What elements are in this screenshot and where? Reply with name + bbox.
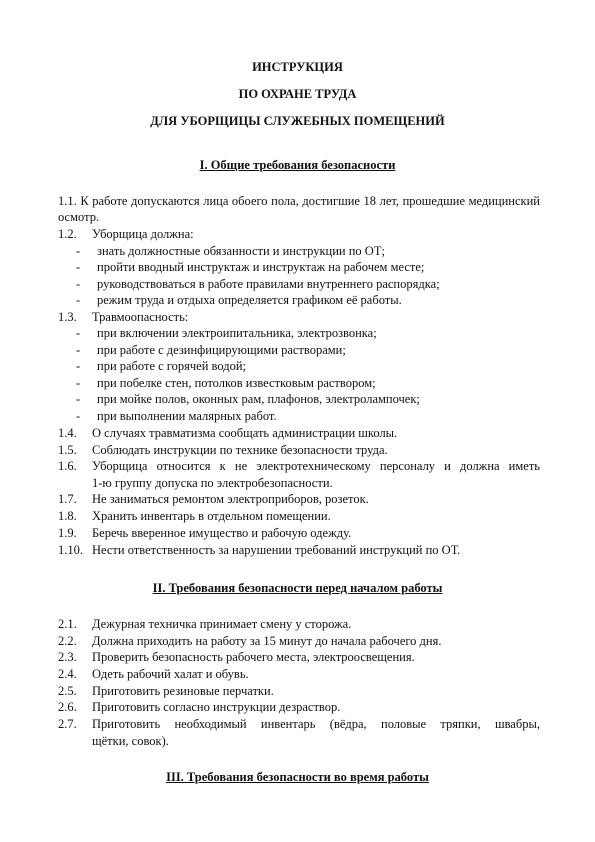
dash-mark: -: [76, 376, 81, 390]
item-number: 1.2.: [58, 227, 77, 241]
item-text: Одеть рабочий халат и обувь.: [92, 667, 249, 681]
document-title-line-2: ПО ОХРАНЕ ТРУДА: [238, 87, 357, 101]
bullet-text: пройти вводный инструктаж и инструктаж на рабочем месте;: [97, 260, 425, 274]
item-text: Нести ответственность за нарушении требований инструкций по ОТ.: [92, 543, 461, 557]
item-number: 2.4.: [58, 667, 77, 681]
bullet-text: руководствоваться в работе правилами внутреннего распорядка;: [97, 277, 440, 291]
item-number: 2.7.: [58, 717, 77, 731]
item-1-6-continuation: 1-ю группу допуска по электробезопасности.: [92, 476, 333, 490]
dash-mark: -: [76, 409, 81, 423]
section-2-heading: II. Требования безопасности перед началом работы: [152, 581, 443, 595]
item-number: 1.10.: [58, 543, 83, 557]
item-1-1: 1.1. К работе допускаются лица обоего пола, достигшие 18 лет, прошедшие медицинский осмотр.: [58, 194, 540, 225]
dash-mark: -: [76, 260, 81, 274]
bullet-text: при работе с горячей водой;: [97, 359, 246, 373]
section-3-heading: III. Требования безопасности во время работы: [166, 770, 429, 784]
item-number: 2.2.: [58, 634, 77, 648]
section-1-heading: I. Общие требования безопасности: [199, 158, 396, 172]
dash-mark: -: [76, 343, 81, 357]
item-number: 1.9.: [58, 526, 77, 540]
item-number: 1.7.: [58, 492, 77, 506]
item-text: Соблюдать инструкции по технике безопасности труда.: [92, 443, 388, 457]
item-number: 1.6.: [58, 459, 77, 473]
item-text: Беречь вверенное имущество и рабочую одежду.: [92, 526, 352, 540]
item-number: 2.3.: [58, 650, 77, 664]
bullet-text: при включении электроипитальника, электрозвонка;: [97, 326, 377, 340]
bullet-text: режим труда и отдыха определяется графиком её работы.: [97, 293, 402, 307]
item-number: 2.6.: [58, 700, 77, 714]
item-number: 1.8.: [58, 509, 77, 523]
item-text: Проверить безопасность рабочего места, электроосвещения.: [92, 650, 415, 664]
document-title-line-1: ИНСТРУКЦИЯ: [252, 60, 343, 74]
item-number: 2.1.: [58, 617, 77, 631]
item-number: 1.4.: [58, 426, 77, 440]
item-text: О случаях травматизма сообщать администрации школы.: [92, 426, 398, 440]
item-number: 2.5.: [58, 684, 77, 698]
item-text: Приготовить резиновые перчатки.: [92, 684, 274, 698]
item-text: Хранить инвентарь в отдельном помещении.: [92, 509, 331, 523]
bullet-text: при побелке стен, потолков известковым раствором;: [97, 376, 376, 390]
bullet-text: при выполнении малярных работ.: [97, 409, 277, 423]
item-text: Травмоопасность:: [92, 310, 189, 324]
dash-mark: -: [76, 293, 81, 307]
dash-mark: -: [76, 326, 81, 340]
bullet-text: при работе с дезинфицирующими растворами;: [97, 343, 346, 357]
item-text: Не заниматься ремонтом электроприборов, розеток.: [92, 492, 369, 506]
item-text: Приготовить согласно инструкции дезраствор.: [92, 700, 341, 714]
item-number: 1.5.: [58, 443, 77, 457]
document-title-line-3: ДЛЯ УБОРЩИЦЫ СЛУЖЕБНЫХ ПОМЕЩЕНИЙ: [150, 114, 445, 128]
bullet-text: при мойке полов, оконных рам, плафонов, электролампочек;: [97, 392, 420, 406]
dash-mark: -: [76, 392, 81, 406]
item-number: 1.3.: [58, 310, 77, 324]
item-text: Дежурная техничка принимает смену у сторожа.: [92, 617, 352, 631]
item-text: Должна приходить на работу за 15 минут до начала рабочего дня.: [92, 634, 442, 648]
dash-mark: -: [76, 359, 81, 373]
item-2-7-continuation: щётки, совок).: [92, 734, 169, 748]
item-text: Уборщица должна:: [92, 227, 194, 241]
dash-mark: -: [76, 277, 81, 291]
item-text: Уборщица относится к не электротехническому персоналу и должна иметь: [92, 459, 540, 473]
bullet-text: знать должностные обязанности и инструкции по ОТ;: [97, 244, 385, 258]
item-text: Приготовить необходимый инвентарь (вёдра, половые тряпки, швабры,: [92, 717, 540, 731]
dash-mark: -: [76, 244, 81, 258]
